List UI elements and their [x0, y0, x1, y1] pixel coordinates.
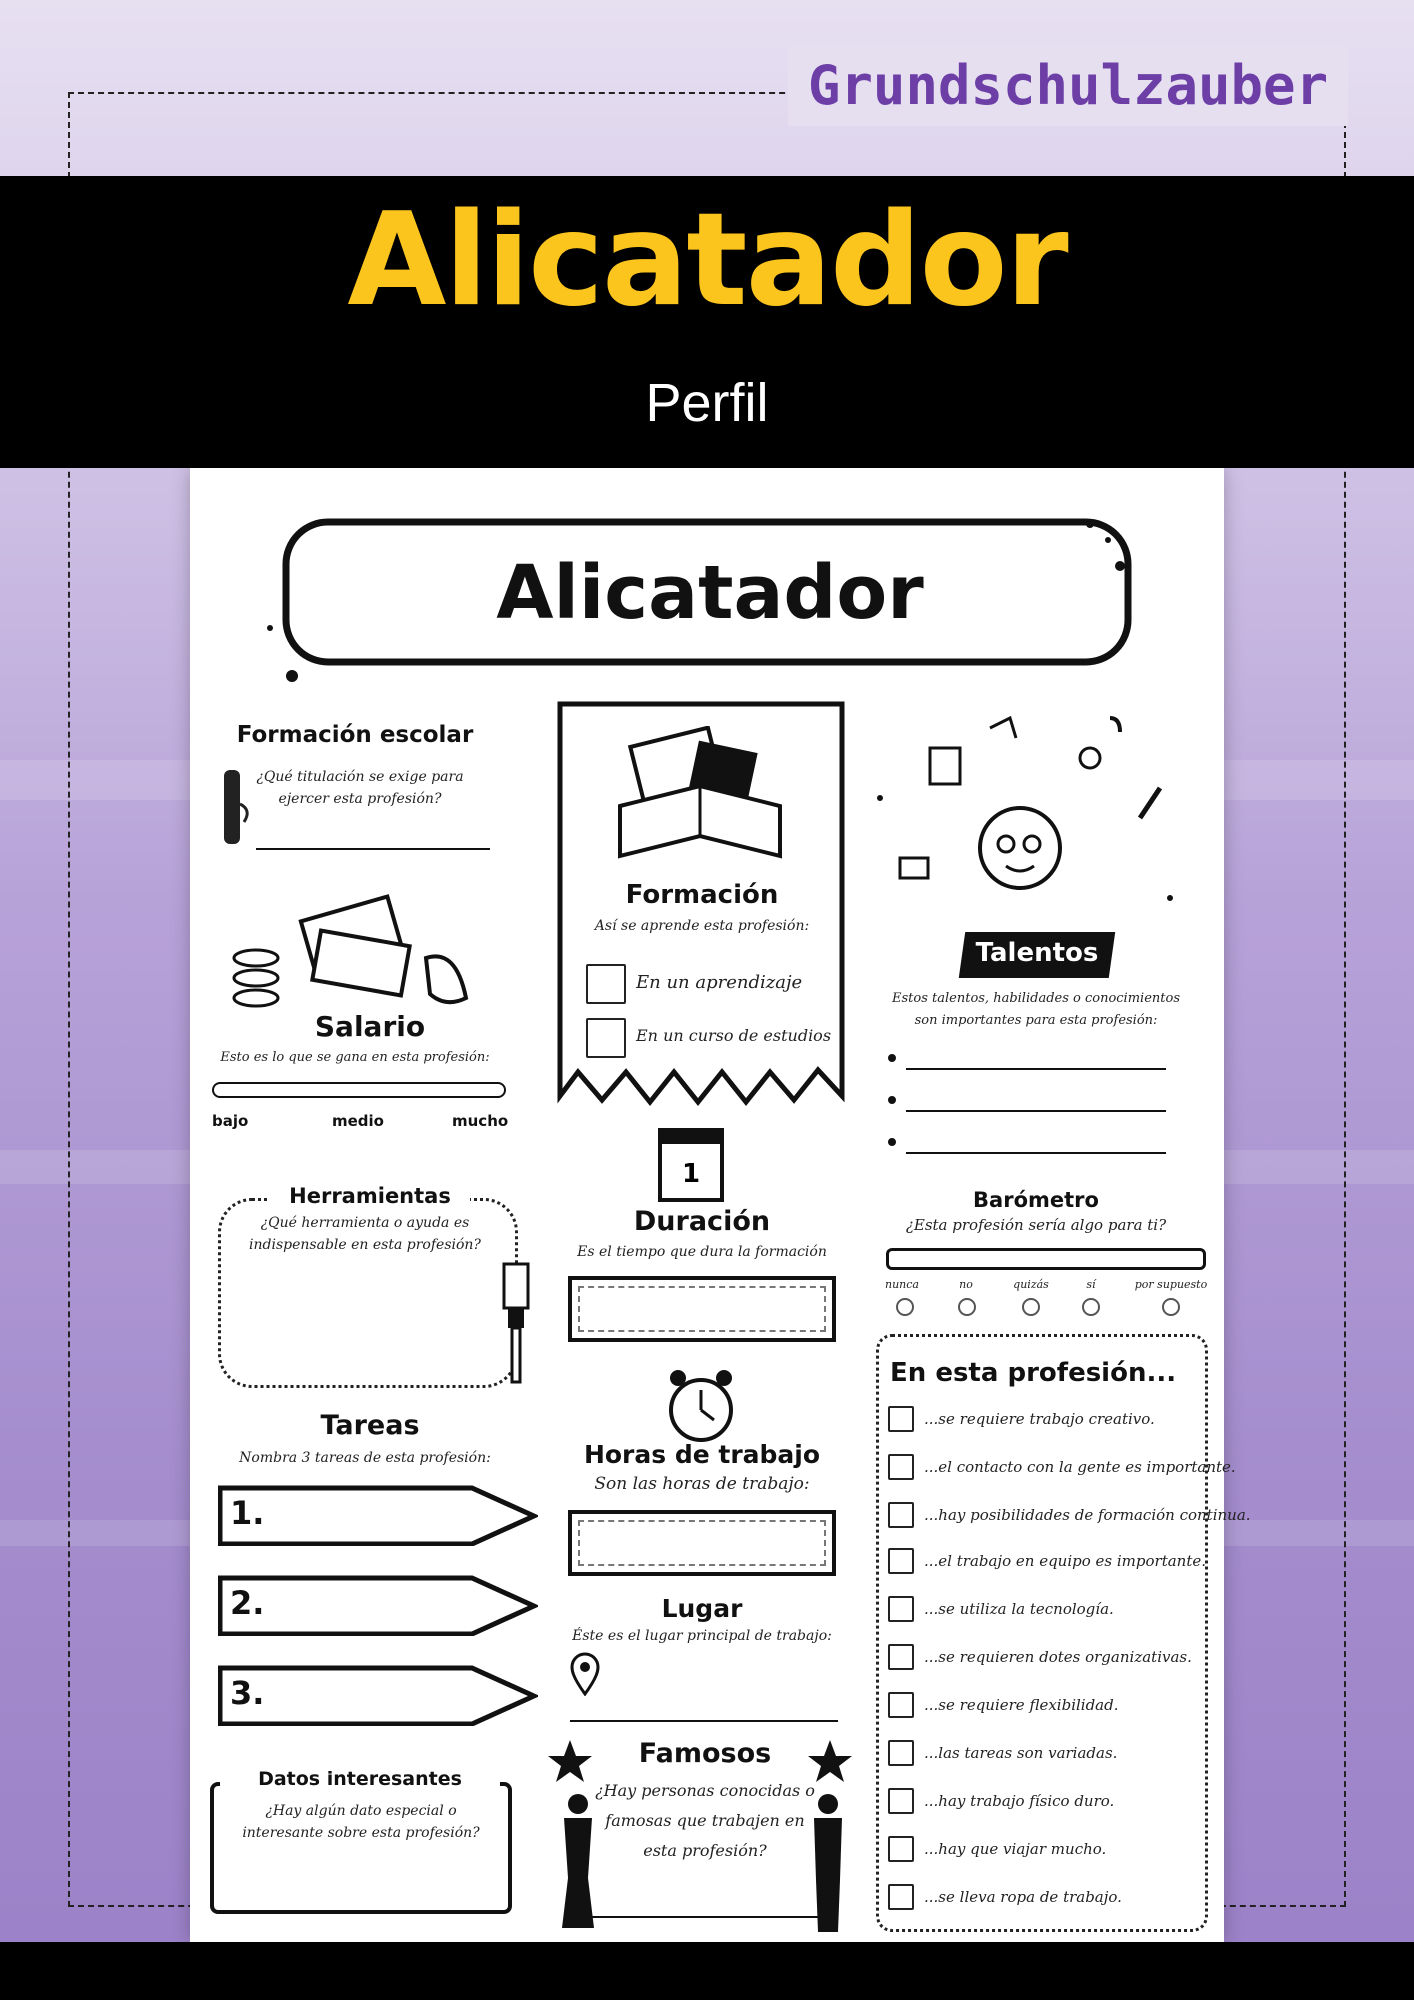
profesion-item-label: ...las tareas son variadas. — [924, 1744, 1118, 1762]
tarea-number: 3. — [230, 1674, 265, 1712]
datos-question: ¿Hay algún dato especial o interesante sobre esta profesión? — [242, 1803, 480, 1841]
tarea-1-field[interactable] — [218, 1482, 538, 1546]
profesion-checkbox[interactable] — [888, 1884, 914, 1910]
barometro-label: sí — [1086, 1278, 1096, 1291]
tarea-3-field[interactable] — [218, 1662, 538, 1726]
duracion-heading: Duración — [633, 1206, 771, 1237]
bullet — [888, 1096, 896, 1104]
profesion-item[interactable] — [888, 1834, 1218, 1870]
profesion-checkbox[interactable] — [888, 1788, 914, 1814]
lugar-heading: Lugar — [661, 1594, 743, 1623]
profesion-item-label: ...hay trabajo físico duro. — [924, 1792, 1115, 1810]
face-icon[interactable] — [1162, 1298, 1180, 1316]
answer-line[interactable] — [906, 1152, 1166, 1154]
tarea-number: 1. — [230, 1494, 265, 1532]
horas-heading: Horas de trabajo — [583, 1440, 821, 1469]
profesion-checkbox[interactable] — [888, 1454, 914, 1480]
brush-icon — [496, 1258, 536, 1388]
bullet — [888, 1054, 896, 1062]
tareas-heading: Tareas — [320, 1410, 420, 1441]
profesion-item-label: ...se requieren dotes organizativas. — [924, 1648, 1192, 1666]
barometro-label: por supuesto — [1134, 1278, 1208, 1291]
scale-label: medio — [332, 1112, 384, 1130]
banner-title: Alicatador — [347, 186, 1067, 335]
barometro-label: quizás — [1013, 1278, 1049, 1291]
profesion-item[interactable] — [888, 1500, 1251, 1536]
profesion-item[interactable] — [888, 1786, 1218, 1822]
profesion-item-label: ...hay que viajar mucho. — [924, 1840, 1107, 1858]
answer-line[interactable] — [586, 1916, 822, 1918]
herramientas-heading: Herramientas — [270, 1184, 470, 1208]
worksheet-title: Alicatador — [496, 550, 924, 636]
duracion-text: Es el tiempo que dura la formación — [577, 1244, 827, 1260]
datos-heading: Datos interesantes — [220, 1768, 500, 1790]
svg-text:1: 1 — [682, 1159, 701, 1189]
barometro-label: no — [959, 1278, 973, 1291]
bullet — [888, 1138, 896, 1146]
profesion-checkbox[interactable] — [888, 1406, 914, 1432]
profesion-checkbox[interactable] — [888, 1548, 914, 1574]
profesion-checkbox[interactable] — [888, 1740, 914, 1766]
profesion-checkbox[interactable] — [888, 1644, 914, 1670]
profesion-item-label: ...se requiere trabajo creativo. — [924, 1410, 1155, 1428]
bottom-bar — [0, 1942, 1414, 2000]
dashed-inner — [578, 1520, 826, 1566]
face-icon[interactable] — [1082, 1298, 1100, 1316]
calendar-icon — [652, 1116, 732, 1208]
profesion-item[interactable] — [888, 1738, 1218, 1774]
location-pin-icon — [570, 1652, 600, 1696]
profesion-item[interactable] — [888, 1546, 1218, 1582]
formacion-option: En un curso de estudios — [636, 1026, 832, 1045]
profesion-checkbox[interactable] — [888, 1502, 914, 1528]
profesion-item[interactable] — [888, 1404, 1218, 1440]
aprendizaje-checkbox[interactable] — [586, 964, 626, 1004]
barometro-heading: Barómetro — [973, 1188, 1099, 1212]
barometro-scale-bar[interactable] — [886, 1248, 1206, 1270]
scale-label: bajo — [212, 1112, 249, 1130]
herramientas-question: ¿Qué herramienta o ayuda es indispensable en esta profesión? — [249, 1215, 481, 1253]
banner-subtitle: Perfil — [645, 373, 769, 433]
salario-heading: Salario — [314, 1010, 426, 1043]
formacion-option: En un aprendizaje — [636, 972, 803, 993]
lugar-text: Éste es el lugar principal de trabajo: — [572, 1628, 832, 1644]
profesion-checkbox[interactable] — [888, 1836, 914, 1862]
horas-answer-box[interactable] — [568, 1510, 836, 1576]
face-icon[interactable] — [896, 1298, 914, 1316]
profesion-item-label: ...se lleva ropa de trabajo. — [924, 1888, 1122, 1906]
famosos-question: ¿Hay personas conocidas o famosas que trabajen en esta profesión? — [595, 1781, 815, 1860]
answer-line[interactable] — [256, 848, 490, 850]
profesion-item-label: ...se requiere flexibilidad. — [924, 1696, 1119, 1714]
answer-line[interactable] — [906, 1110, 1166, 1112]
salario-scale-bar[interactable] — [212, 1082, 506, 1098]
dashed-inner — [578, 1286, 826, 1332]
alarm-clock-icon — [664, 1364, 738, 1446]
famosos-heading: Famosos — [638, 1738, 772, 1769]
tarea-number: 2. — [230, 1584, 265, 1622]
duracion-answer-box[interactable] — [568, 1276, 836, 1342]
answer-line[interactable] — [906, 1068, 1166, 1070]
profesion-item[interactable] — [888, 1594, 1218, 1630]
talentos-text: Estos talentos, habilidades o conocimientos son importantes para esta profesión: — [892, 991, 1180, 1028]
formacion-text: Así se aprende esta profesión: — [594, 918, 810, 934]
profesion-item-label: ...hay posibilidades de formación continua. — [924, 1506, 1251, 1524]
answer-line[interactable] — [570, 1720, 838, 1722]
estudios-checkbox[interactable] — [586, 1018, 626, 1058]
barometro-label: nunca — [885, 1278, 919, 1291]
profesion-item-label: ...el contacto con la gente es importante. — [924, 1458, 1236, 1476]
scale-label: mucho — [452, 1112, 509, 1130]
profesion-item[interactable] — [888, 1882, 1218, 1918]
talents-doodles-icon — [870, 698, 1210, 938]
profesion-heading: En esta profesión... — [890, 1358, 1177, 1388]
salario-text: Esto es lo que se gana en esta profesión: — [220, 1050, 490, 1065]
profesion-item[interactable] — [888, 1690, 1218, 1726]
profesion-item-label: ...se utiliza la tecnología. — [924, 1600, 1114, 1618]
formacion-escolar-heading: Formación escolar — [236, 722, 474, 748]
profesion-checkbox[interactable] — [888, 1692, 914, 1718]
profesion-item-label: ...el trabajo en equipo es importante. — [924, 1552, 1206, 1570]
formacion-heading: Formación — [625, 880, 779, 910]
horas-text: Son las horas de trabajo: — [594, 1474, 810, 1494]
barometro-question: ¿Esta profesión sería algo para ti? — [905, 1216, 1167, 1234]
talentos-heading: Talentos — [975, 938, 1099, 968]
profesion-item[interactable] — [888, 1642, 1218, 1678]
face-icon[interactable] — [958, 1298, 976, 1316]
money-icon — [226, 888, 476, 1018]
profesion-item[interactable] — [888, 1452, 1236, 1488]
formacion-escolar-question: ¿Qué titulación se exige para ejercer esta profesión? — [256, 769, 464, 807]
tarea-2-field[interactable] — [218, 1572, 538, 1636]
brand-logo: Grundschulzauber — [788, 46, 1348, 126]
books-icon — [600, 726, 800, 866]
profesion-checkbox[interactable] — [888, 1596, 914, 1622]
face-icon[interactable] — [1022, 1298, 1040, 1316]
tareas-text: Nombra 3 tareas de esta profesión: — [239, 1450, 491, 1466]
